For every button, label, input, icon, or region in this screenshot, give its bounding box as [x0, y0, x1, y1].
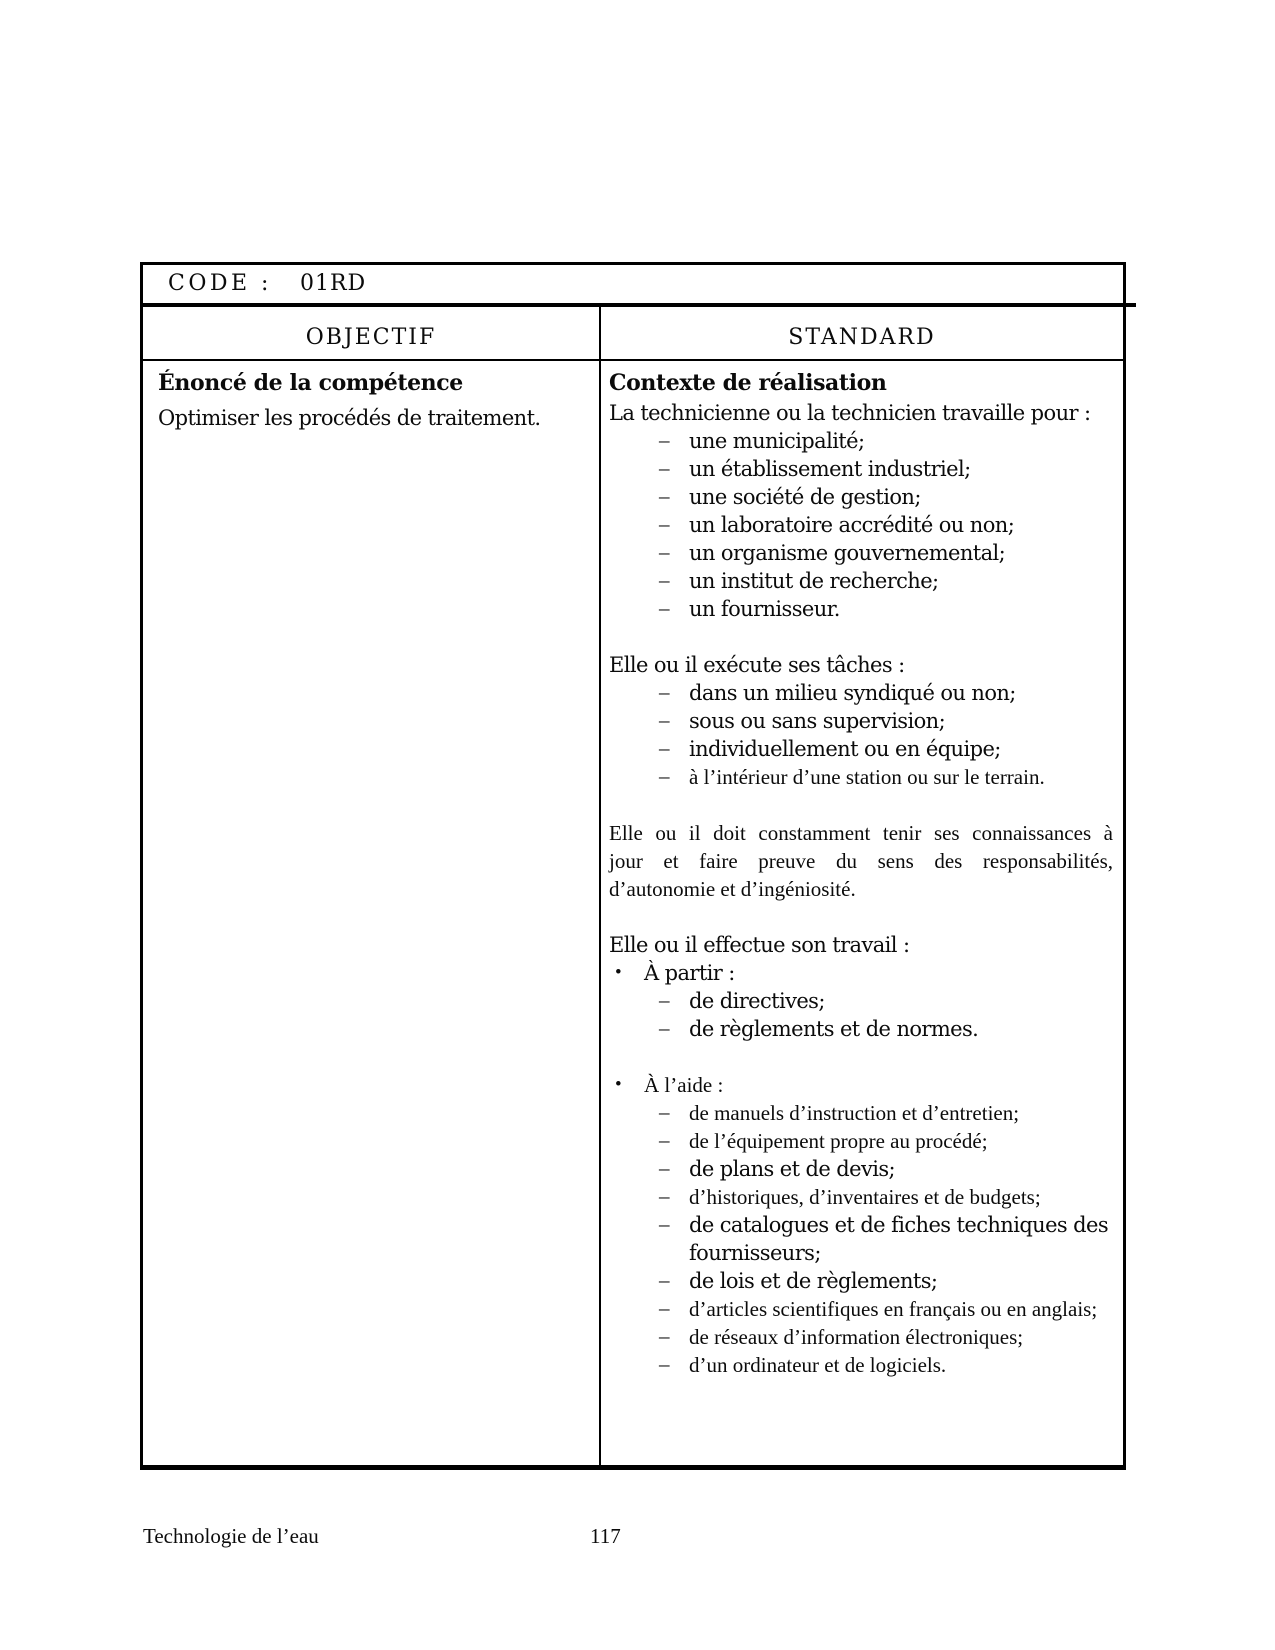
list-item-text: de réseaux d’information électroniques; [689, 1325, 1024, 1349]
standard-header: STANDARD [788, 325, 936, 350]
list-item [609, 483, 1113, 511]
dash-marker: – [659, 1212, 670, 1236]
list-item-text: de manuels d’instruction et d’entretien; [689, 1101, 1020, 1125]
list-item-text: un institut de recherche; [689, 569, 939, 593]
dash-marker: – [659, 1016, 670, 1040]
bullet-group [609, 959, 1113, 1043]
list-item-text: un laboratoire accrédité ou non; [689, 513, 1015, 537]
list-item [609, 567, 1113, 595]
list-item [609, 427, 1113, 455]
list-item-text: de l’équipement propre au procédé; [689, 1129, 988, 1153]
objectif-header: OBJECTIF [143, 307, 601, 359]
list-item-text: d’articles scientifiques en français ou en anglais; [689, 1297, 1098, 1321]
table-content-row [143, 361, 1123, 1465]
paragraph-line: Elle ou il doit constamment tenir ses connaissances à [609, 821, 1113, 845]
footer-page-number: 117 [590, 1524, 621, 1548]
footer-document-title: Technologie de l’eau [143, 1524, 319, 1548]
dash-marker: – [659, 680, 670, 704]
dash-marker: – [659, 1100, 670, 1124]
list-item-text: une société de gestion; [689, 485, 921, 509]
bullet-group [609, 1071, 1113, 1379]
list-item-text: individuellement ou en équipe; [689, 737, 1001, 761]
list-item-text: d’un ordinateur et de logiciels. [689, 1353, 947, 1377]
list-item [609, 707, 1113, 735]
paragraph-line: d’autonomie et d’ingéniosité. [609, 877, 856, 901]
bullet-marker: • [615, 962, 622, 983]
list-item [609, 763, 1113, 791]
list-item [609, 539, 1113, 567]
code-label: CODE : [168, 271, 272, 296]
list-item-text: un organisme gouvernemental; [689, 541, 1006, 565]
dash-marker: – [659, 736, 670, 760]
list-item [609, 1351, 1113, 1379]
competency-heading: Énoncé de la compétence [158, 370, 463, 396]
list-item [609, 959, 1113, 987]
tasks-intro: Elle ou il exécute ses tâches : [609, 653, 905, 677]
list-item [609, 1155, 1113, 1183]
list-item [609, 595, 1113, 623]
list-item-text: de lois et de règlements; [689, 1269, 938, 1293]
list-item [609, 1267, 1113, 1295]
bullet-label: À partir : [644, 961, 735, 985]
employers-list [609, 427, 1113, 623]
dash-marker: – [659, 484, 670, 508]
list-item [609, 1071, 1113, 1099]
bullet-label: À l’aide : [644, 1073, 724, 1097]
competency-statement: Optimiser les procédés de traitement. [158, 406, 541, 430]
dash-marker: – [659, 596, 670, 620]
standard-column [601, 361, 1123, 1465]
list-item-text: un établissement industriel; [689, 457, 971, 481]
list-item [609, 1295, 1113, 1323]
bullet-marker: • [615, 1074, 622, 1095]
list-item-text: à l’intérieur d’une station ou sur le terrain. [689, 765, 1045, 789]
code-row [143, 265, 1123, 307]
list-item-text: une municipalité; [689, 429, 865, 453]
list-item [609, 511, 1113, 539]
dash-marker: – [659, 708, 670, 732]
spacer [609, 623, 1113, 651]
dash-marker: – [659, 1324, 670, 1348]
spacer [609, 791, 1113, 819]
dash-marker: – [659, 1352, 670, 1376]
list-item [609, 1015, 1113, 1043]
list-item [609, 987, 1113, 1015]
list-item [609, 455, 1113, 483]
list-item-text: un fournisseur. [689, 597, 840, 621]
competency-table [140, 262, 1126, 1470]
dash-marker: – [659, 1268, 670, 1292]
dash-marker: – [659, 428, 670, 452]
list-item [609, 1323, 1113, 1351]
list-item [609, 1099, 1113, 1127]
dash-marker: – [659, 1156, 670, 1180]
list-item [609, 679, 1113, 707]
code-value: 01RD [299, 271, 367, 296]
dash-marker: – [659, 456, 670, 480]
list-item-text: de plans et de devis; [689, 1157, 895, 1181]
paragraph-line: jour et faire preuve du sens des responsabilités, [609, 849, 1113, 873]
spacer [609, 1043, 1113, 1071]
dash-marker: – [659, 512, 670, 536]
list-item [609, 1127, 1113, 1155]
list-item-text: de catalogues et de fiches techniques des fournisseurs; [689, 1213, 1109, 1265]
dash-marker: – [659, 1184, 670, 1208]
employers-intro: La technicienne ou la technicien travaille pour : [609, 401, 1091, 425]
spacer [609, 903, 1113, 931]
list-item-text: de règlements et de normes. [689, 1017, 979, 1041]
list-item-text: dans un milieu syndiqué ou non; [689, 681, 1016, 705]
dash-marker: – [659, 568, 670, 592]
list-item-text: de directives; [689, 989, 825, 1013]
knowledge-paragraph [609, 819, 1113, 903]
dash-marker: – [659, 1296, 670, 1320]
objectif-column [143, 361, 601, 1465]
column-headers-row [143, 307, 1123, 361]
dash-marker: – [659, 1128, 670, 1152]
list-item [609, 735, 1113, 763]
list-item-text: sous ou sans supervision; [689, 709, 946, 733]
dash-marker: – [659, 540, 670, 564]
work-intro: Elle ou il effectue son travail : [609, 933, 910, 957]
list-item [609, 1211, 1113, 1267]
context-heading: Contexte de réalisation [609, 370, 887, 396]
tasks-list [609, 679, 1113, 791]
list-item [609, 1183, 1113, 1211]
dash-marker: – [659, 764, 670, 788]
dash-marker: – [659, 988, 670, 1012]
list-item-text: d’historiques, d’inventaires et de budgets; [689, 1185, 1041, 1209]
